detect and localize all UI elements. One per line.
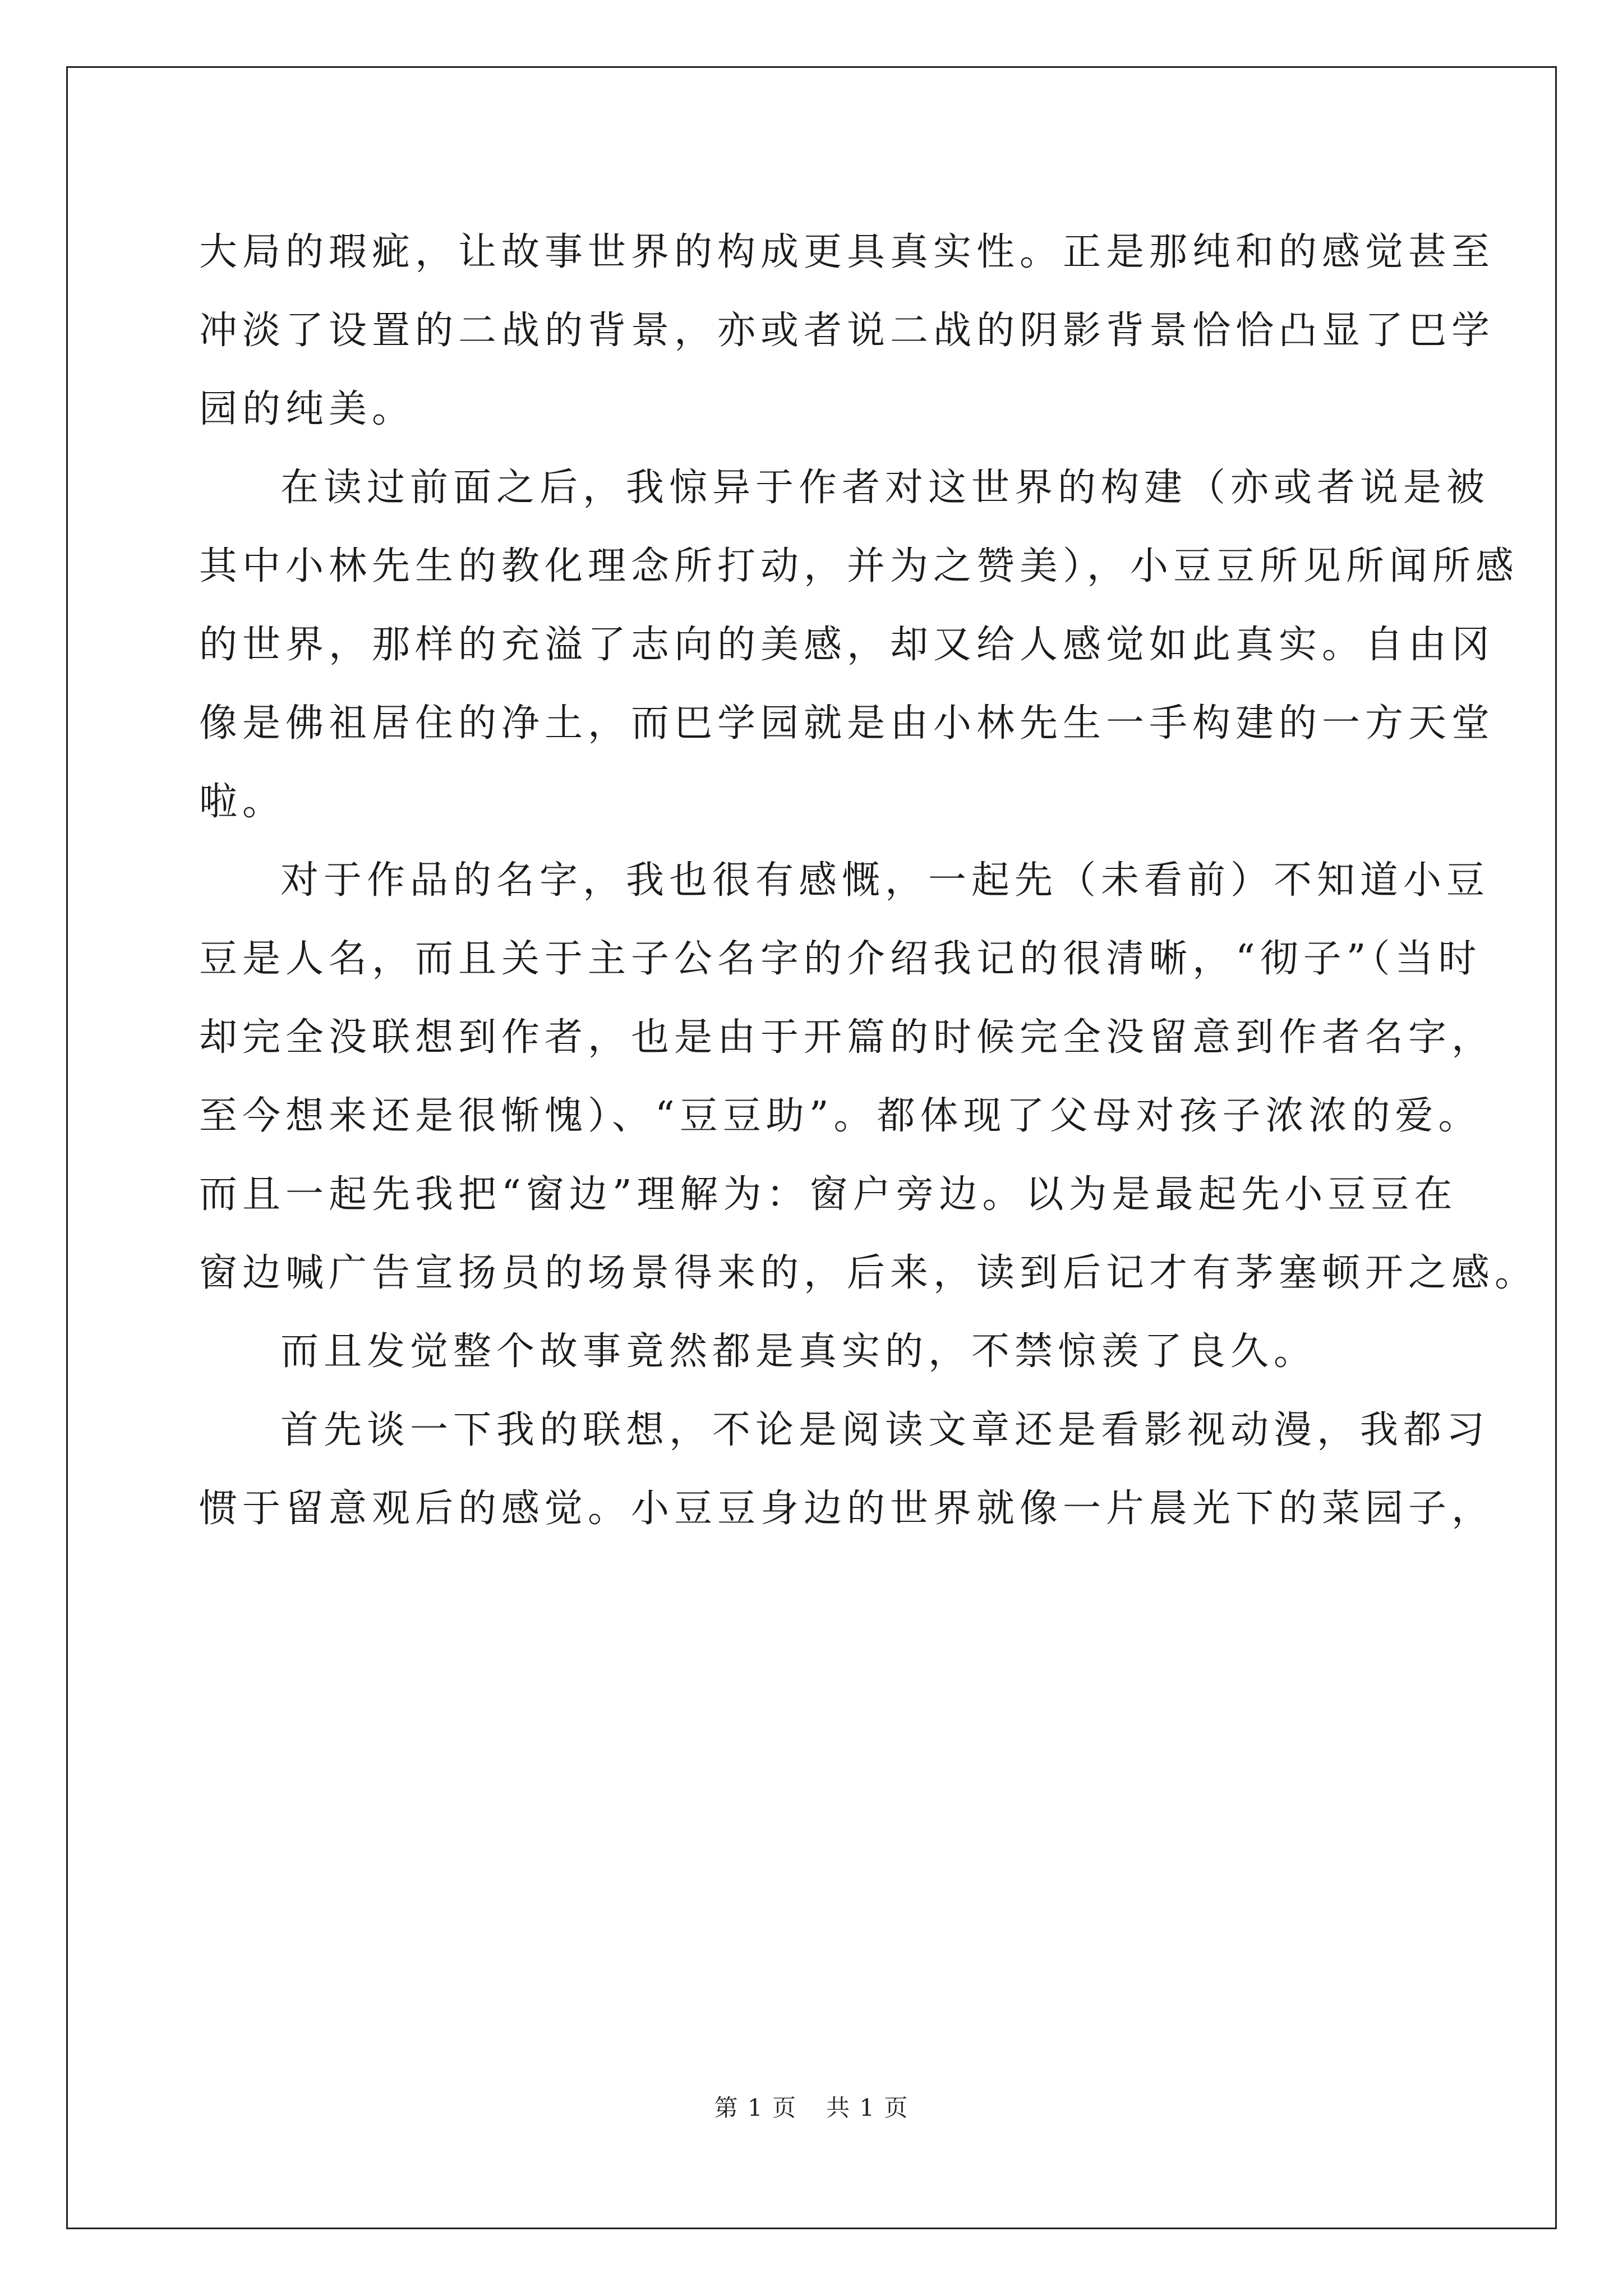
text-line: 冲淡了设置的二战的背景，亦或者说二战的阴影背景恰恰凸显了巴学 [199,309,1495,353]
page-footer [0,2090,1623,2123]
text-line: 却完全没联想到作者，也是由于开篇的时候完全没留意到作者名字， [199,1015,1495,1060]
text-line: 至今想来还是很惭愧）、“豆豆助”。都体现了父母对孩子浓浓的爱。 [199,1094,1482,1138]
text-line: 大局的瑕疵，让故事世界的构成更具真实性。正是那纯和的感觉甚至 [199,230,1495,274]
page-number-total: 共 1 页 [826,2094,909,2122]
text-line: 的世界，那样的充溢了志向的美感，却又给人感觉如此真实。自由冈 [199,623,1495,667]
text-line: 豆是人名，而且关于主子公名字的介绍我记的很清晰，“彻子”（当时 [199,937,1482,981]
paragraph-first-line: 对于作品的名字，我也很有感慨，一起先（未看前）不知道小豆 [280,858,1490,903]
paragraph-first-line: 在读过前面之后，我惊异于作者对这世界的构建（亦或者说是被 [280,466,1490,510]
text-line: 其中小林先生的教化理念所打动，并为之赞美），小豆豆所见所闻所感 [199,544,1519,588]
paragraph-first-line: 首先谈一下我的联想，不论是阅读文章还是看影视动漫，我都习 [280,1408,1490,1452]
text-line: 而且一起先我把“窗边”理解为：窗户旁边。以为是最起先小豆豆在 [199,1172,1458,1217]
text-line: 园的纯美。 [199,387,416,431]
text-line: 惯于留意观后的感觉。小豆豆身边的世界就像一片晨光下的菜园子， [199,1487,1495,1531]
paragraph-first-line: 而且发觉整个故事竟然都是真实的，不禁惊羡了良久。 [280,1329,1317,1374]
text-line: 窗边喊广告宣扬员的场景得来的，后来，读到后记才有茅塞顿开之感。 [199,1251,1538,1295]
text-line: 像是佛祖居住的净土，而巴学园就是由小林先生一手构建的一方天堂 [199,701,1495,746]
text-line: 啦。 [199,780,286,824]
page-number-current: 第 1 页 [714,2094,797,2122]
